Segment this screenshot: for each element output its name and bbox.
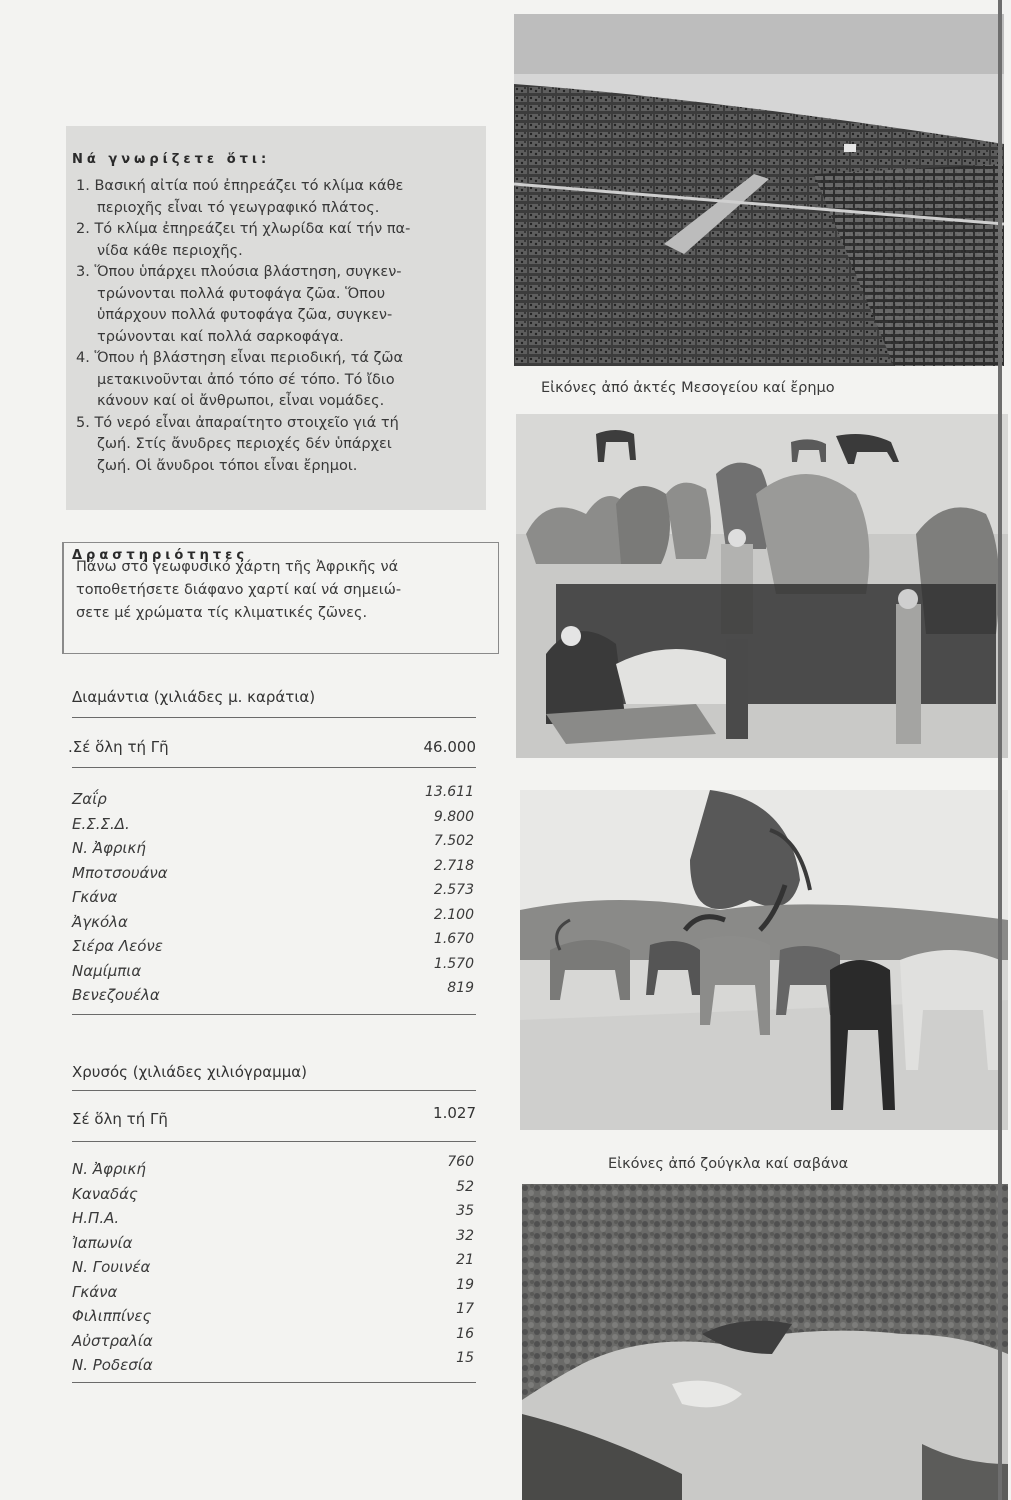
know-line: νίδα κάθε περιοχῆς. [97, 242, 243, 259]
table-row [72, 980, 476, 1011]
country-value: 19 [456, 1276, 474, 1293]
country-value: 16 [456, 1325, 474, 1342]
diamonds-total-label: .Σέ ὅλη τή Γῆ [68, 738, 169, 756]
know-line: 2. Τό κλίμα ἐπηρεάζει τή χλωρίδα καί τήν πα- [76, 221, 411, 237]
country-name: Σιέρα Λεόνε [72, 937, 163, 955]
table-row [72, 1227, 476, 1259]
gold-total-label: Σέ ὅλη τή Γῆ [72, 1110, 168, 1128]
table-row [72, 955, 476, 987]
gold-rows [72, 1154, 476, 1381]
know-line: κάνουν καί οἱ ἄνθρωποι, εἶναι νομάδες. [97, 393, 385, 409]
know-line: περιοχῆς εἶναι τό γεωγραφικό πλάτος. [97, 199, 380, 216]
activities-text [76, 556, 486, 625]
country-name: Ναμίμπια [72, 961, 142, 980]
table-row [72, 1276, 476, 1308]
country-name: Βενεζουέλα [72, 986, 160, 1004]
table-row [72, 784, 476, 815]
table-row [72, 833, 476, 864]
diamonds-total [68, 738, 476, 756]
country-name: Ν. Γουινέα [72, 1258, 151, 1276]
know-line: 4. Ὅπου ἡ βλάστηση εἶναι περιοδική, τά ζῶα [76, 350, 404, 366]
country-value: 21 [456, 1252, 474, 1268]
table-row [72, 808, 476, 840]
table-row [72, 1178, 476, 1210]
table-row [72, 1350, 476, 1381]
table-row [72, 882, 476, 913]
diamonds-rows [72, 784, 476, 1011]
know-line: μετακινοῦνται ἀπό τόπο σέ τόπο. Τό ἴδιο [97, 371, 395, 388]
gold-total [72, 1104, 476, 1128]
table-row [72, 906, 476, 938]
country-name: Καναδάς [72, 1184, 138, 1203]
know-line: ζωή. Οἱ ἄνυδροι τόποι εἶναι ἔρημοι. [97, 457, 358, 474]
table-row [72, 1325, 476, 1357]
diamonds-title: Διαμάντια (χιλιάδες μ. καράτια) [72, 688, 316, 706]
caption-coast-desert: Εἰκόνες ἀπό ἀκτές Μεσογείου καί ἔρημο [541, 380, 835, 396]
country-name: Ν. Ἀφρική [72, 1160, 146, 1178]
country-name: Ἰαπωνία [72, 1233, 133, 1252]
country-value: 32 [456, 1227, 474, 1244]
country-name: Ν. Ἀφρική [72, 839, 146, 857]
country-value: 9.800 [433, 808, 474, 825]
table-row [72, 931, 476, 962]
know-line: 3. Ὅπου ὑπάρχει πλούσια βλάστηση, συγκεν- [76, 264, 402, 280]
diamonds-total-value: 46.000 [423, 738, 476, 756]
divider [72, 1382, 476, 1383]
country-value: 13.611 [425, 784, 474, 800]
country-name: Η.Π.Α. [72, 1209, 120, 1227]
country-name: Ἀγκόλα [72, 912, 128, 931]
page-edge [998, 0, 1002, 1500]
caption-jungle-savanna: Εἰκόνες ἀπό ζούγκλα καί σαβάνα [608, 1156, 849, 1172]
activities-heading: Δραστηριότητες [72, 548, 256, 563]
activities-line: τοποθετήσετε διάφανο χαρτί καί νά σημειώ- [76, 582, 402, 598]
know-list [76, 176, 478, 477]
know-heading: Νά γνωρίζετε ὅτι: [72, 152, 271, 167]
savanna-cattle-photo [520, 790, 1008, 1130]
country-name: Γκάνα [72, 1282, 118, 1301]
country-value: 2.100 [433, 906, 474, 923]
activities-line: Πάνω στό γεωφυσικό χάρτη τῆς Ἀφρικῆς νά [76, 559, 399, 575]
country-value: 2.573 [433, 882, 474, 898]
country-name: Ε.Σ.Σ.Δ. [72, 814, 130, 833]
country-value: 760 [447, 1154, 474, 1170]
table-row [72, 1154, 476, 1185]
know-line: τρώνονται πολλά φυτοφάγα ζῶα. Ὅπου [97, 285, 386, 302]
know-line: ζωή. Στίς ἄνυδρες περιοχές δέν ὑπάρχει [97, 436, 392, 452]
country-name: Γκάνα [72, 888, 118, 906]
gold-total-value: 1.027 [433, 1104, 476, 1122]
aerial-coast-photo [514, 14, 1004, 366]
country-name: Ν. Ροδεσία [72, 1356, 153, 1374]
country-value: 15 [456, 1350, 474, 1366]
divider [72, 767, 476, 768]
know-line: 5. Τό νερό εἶναι ἀπαραίτητο στοιχεῖο γιά τή [76, 414, 399, 431]
table-row [72, 1252, 476, 1283]
know-line: τρώνονται καί πολλά σαρκοφάγα. [97, 328, 344, 345]
activities-line: σετε μέ χρώματα τίς κλιματικές ζῶνες. [76, 605, 368, 621]
know-line: ὑπάρχουν πολλά φυτοφάγα ζῶα, συγκεν- [97, 307, 393, 323]
country-name: Αὐστραλία [72, 1331, 153, 1350]
divider [72, 1090, 476, 1091]
desert-camels-photo [516, 414, 1008, 758]
country-value: 1.670 [433, 931, 474, 947]
gold-title: Χρυσός (χιλιάδες χιλιόγραμμα) [72, 1063, 308, 1081]
divider [72, 1014, 476, 1015]
divider [72, 1141, 476, 1142]
country-value: 819 [447, 980, 474, 996]
divider [72, 717, 476, 718]
country-value: 1.570 [433, 955, 474, 972]
country-value: 17 [456, 1301, 474, 1317]
country-value: 7.502 [433, 833, 474, 849]
know-line: 1. Βασική αἰτία πού ἐπηρεάζει τό κλίμα κάθε [76, 178, 404, 194]
country-value: 35 [456, 1203, 474, 1219]
table-row [72, 1203, 476, 1234]
country-value: 52 [456, 1178, 474, 1195]
table-row [72, 1301, 476, 1332]
table-row [72, 857, 476, 889]
country-name: Φιλιππίνες [72, 1307, 152, 1325]
country-name: Μποτσουάνα [72, 863, 168, 882]
country-name: Ζαΐρ [72, 790, 107, 808]
jungle-river-photo [522, 1184, 1008, 1500]
country-value: 2.718 [433, 857, 474, 874]
